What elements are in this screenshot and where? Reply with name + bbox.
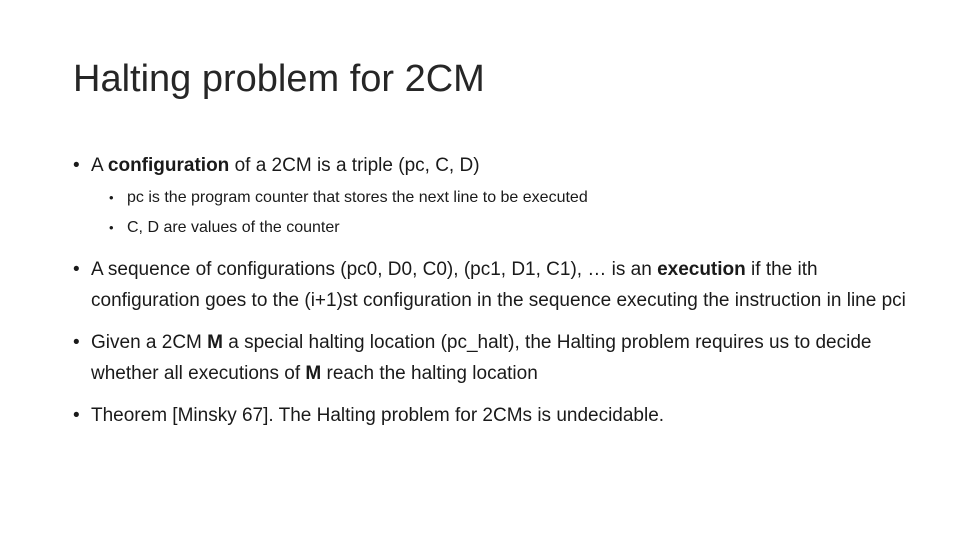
bullet-halting-problem: • Given a 2CM M a special halting location (pc_halt), the Halting problem requires us to decide whether all executions of M reach the halting location bbox=[73, 327, 913, 389]
bullet-list bbox=[73, 150, 913, 431]
term-execution: execution bbox=[657, 259, 746, 280]
bullet-configuration: • A configuration of a 2CM is a triple (pc, C, D) bbox=[73, 150, 913, 181]
slide-title: Halting problem for 2CM bbox=[73, 58, 485, 100]
bullet-dot-icon: • bbox=[73, 332, 80, 353]
bullet-dot-icon: • bbox=[73, 155, 80, 176]
bullet-execution: • A sequence of configurations (pc0, D0, C0), (pc1, D1, C1), … is an execution if the ith configuration goes to the (i+1)st configuration in the sequence executing the instruction in line pci bbox=[73, 254, 913, 316]
bullet-dot-icon: • bbox=[73, 405, 80, 426]
bullet-dot-icon: • bbox=[109, 220, 114, 235]
sub-bullet-pc: • pc is the program counter that stores the next line to be executed bbox=[73, 183, 913, 213]
bullet-theorem: • Theorem [Minsky 67]. The Halting problem for 2CMs is undecidable. bbox=[73, 400, 913, 431]
sub-bullet-counters: • C, D are values of the counter bbox=[73, 213, 913, 243]
bullet-dot-icon: • bbox=[109, 190, 114, 205]
term-configuration: configuration bbox=[107, 155, 230, 176]
bullet-dot-icon: • bbox=[73, 259, 80, 280]
term-machine-m: M bbox=[305, 363, 322, 384]
term-machine-m: M bbox=[207, 332, 223, 353]
